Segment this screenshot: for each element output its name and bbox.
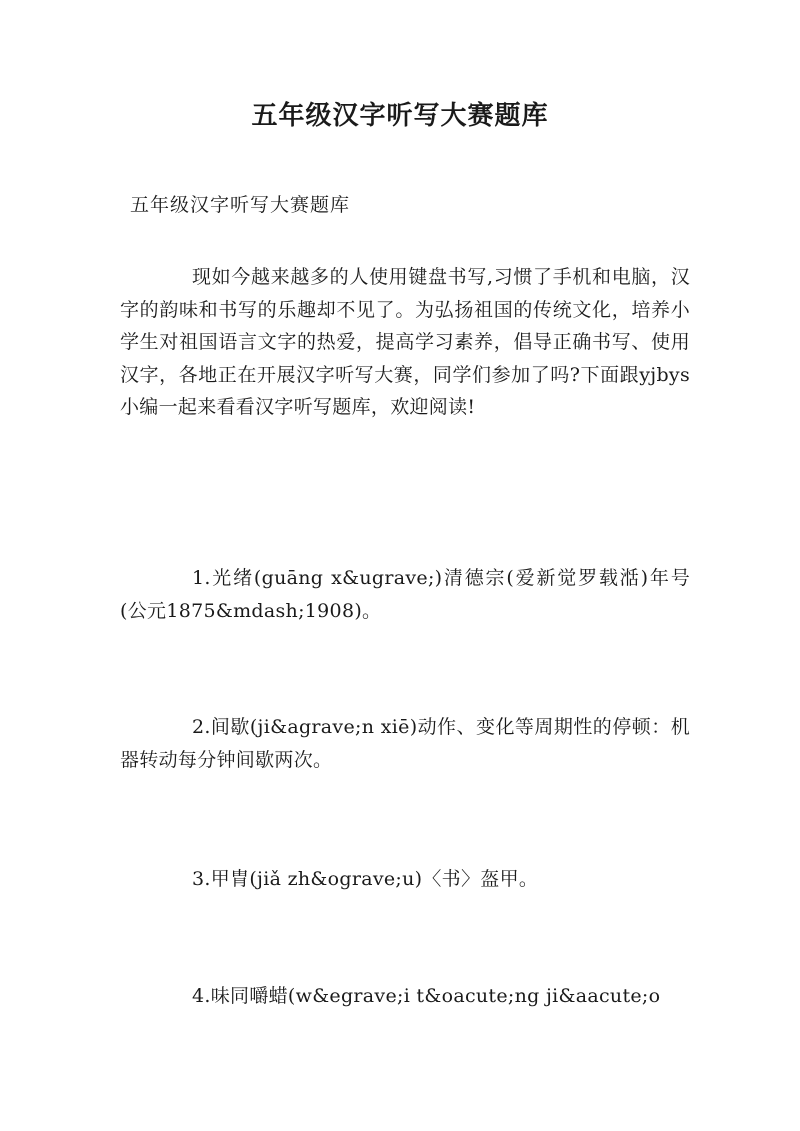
document-subtitle: 五年级汉字听写大赛题库	[130, 194, 351, 216]
item-2-paragraph: 2.间歇(ji&agrave;n xiē)动作、变化等周期性的停顿：机器转动每分钟间歇两次。	[120, 716, 690, 771]
document-title: 五年级汉字听写大赛题库	[251, 101, 549, 131]
item-1-paragraph: 1.光绪(guāng x&ugrave;)清德宗(爱新觉罗载湉)年号(公元1875&mdash;1908)。	[120, 567, 690, 622]
item-4-paragraph: 4.味同嚼蜡(w&egrave;i t&oacute;ng ji&aacute;o	[192, 985, 661, 1007]
intro-paragraph: 现如今越来越多的人使用键盘书写,习惯了手机和电脑，汉字的韵味和书写的乐趣却不见了。为弘扬祖国的传统文化，培养小学生对祖国语言文字的热爱，提高学习素养，倡导正确书写、使用汉字，各地正在开展汉字听写大赛，同学们参加了吗?下面跟yjbys小编一起来看看汉字听写题库，欢迎阅读!	[120, 266, 690, 418]
item-3-paragraph: 3.甲胄(jiǎ zh&ograve;u)〈书〉盔甲。	[192, 868, 539, 890]
